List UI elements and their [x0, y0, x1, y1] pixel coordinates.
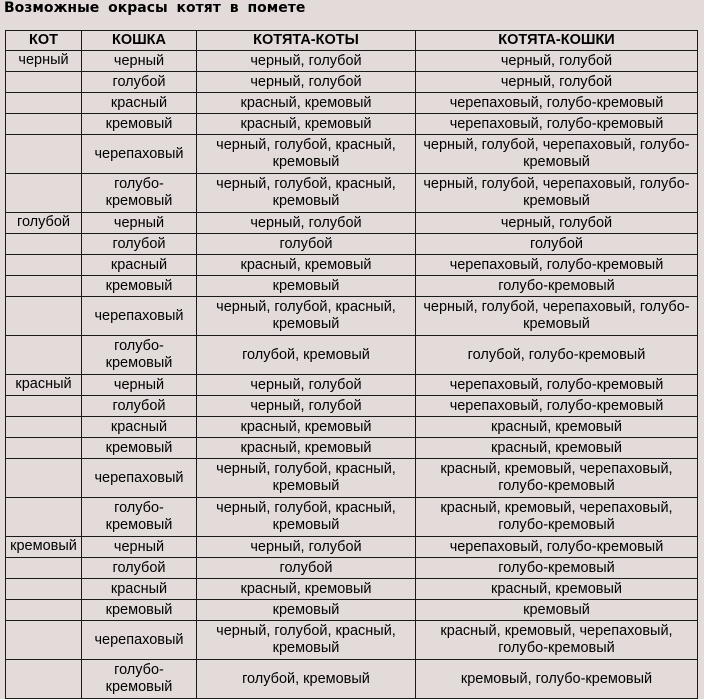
- cell-male-kittens: красный, кремовый: [197, 579, 416, 600]
- cell-male-kittens: черный, голубой: [197, 396, 416, 417]
- cell-queen: кремовый: [82, 276, 197, 297]
- cell-queen: кремовый: [82, 600, 197, 621]
- cell-tom: [6, 579, 82, 600]
- cell-tom: черный: [6, 51, 82, 72]
- cell-tom: [6, 93, 82, 114]
- cell-male-kittens: красный, кремовый: [197, 417, 416, 438]
- cell-queen: голубо-кремовый: [82, 660, 197, 699]
- cell-male-kittens: черный, голубой: [197, 375, 416, 396]
- cell-male-kittens: черный, голубой: [197, 537, 416, 558]
- cell-tom: [6, 459, 82, 498]
- cell-male-kittens: кремовый: [197, 276, 416, 297]
- cell-female-kittens: черный, голубой: [416, 51, 698, 72]
- table-row: [6, 375, 698, 396]
- table-row: [6, 498, 698, 537]
- cell-queen: голубо-кремовый: [82, 498, 197, 537]
- table-row: [6, 72, 698, 93]
- table-row: [6, 297, 698, 336]
- cell-female-kittens: черепаховый, голубо-кремовый: [416, 114, 698, 135]
- cell-queen: красный: [82, 255, 197, 276]
- cell-male-kittens: черный, голубой: [197, 72, 416, 93]
- cell-female-kittens: черепаховый, голубо-кремовый: [416, 537, 698, 558]
- cell-queen: красный: [82, 417, 197, 438]
- cell-queen: голубой: [82, 234, 197, 255]
- cell-queen: кремовый: [82, 438, 197, 459]
- cell-female-kittens: черный, голубой, черепаховый, голубо-кремовый: [416, 174, 698, 213]
- cell-male-kittens: красный, кремовый: [197, 255, 416, 276]
- cell-tom: [6, 114, 82, 135]
- cell-tom: кремовый: [6, 537, 82, 558]
- page-title: Возможные окрасы котят в помете: [4, 0, 306, 16]
- cell-male-kittens: черный, голубой, красный, кремовый: [197, 174, 416, 213]
- cell-queen: кремовый: [82, 114, 197, 135]
- cell-female-kittens: красный, кремовый, черепаховый, голубо-кремовый: [416, 621, 698, 660]
- cell-male-kittens: черный, голубой: [197, 213, 416, 234]
- table-row: [6, 93, 698, 114]
- cell-female-kittens: черепаховый, голубо-кремовый: [416, 396, 698, 417]
- table-row: [6, 579, 698, 600]
- cell-male-kittens: черный, голубой: [197, 51, 416, 72]
- cell-female-kittens: красный, кремовый: [416, 438, 698, 459]
- cell-male-kittens: красный, кремовый: [197, 438, 416, 459]
- kitten-colors-table: [5, 30, 698, 699]
- cell-male-kittens: голубой: [197, 234, 416, 255]
- table-row: [6, 255, 698, 276]
- cell-male-kittens: красный, кремовый: [197, 114, 416, 135]
- table-row: [6, 417, 698, 438]
- header-tom: КОТ: [6, 31, 82, 51]
- table-row: [6, 276, 698, 297]
- cell-queen: голубо-кремовый: [82, 174, 197, 213]
- cell-female-kittens: черепаховый, голубо-кремовый: [416, 375, 698, 396]
- table-row: [6, 135, 698, 174]
- cell-male-kittens: красный, кремовый: [197, 93, 416, 114]
- cell-tom: [6, 558, 82, 579]
- cell-queen: черепаховый: [82, 135, 197, 174]
- cell-female-kittens: черный, голубой: [416, 72, 698, 93]
- cell-queen: черепаховый: [82, 621, 197, 660]
- cell-male-kittens: черный, голубой, красный, кремовый: [197, 297, 416, 336]
- table-row: [6, 537, 698, 558]
- cell-female-kittens: кремовый: [416, 600, 698, 621]
- cell-male-kittens: черный, голубой, красный, кремовый: [197, 498, 416, 537]
- cell-tom: [6, 417, 82, 438]
- cell-tom: [6, 660, 82, 699]
- table-row: [6, 558, 698, 579]
- cell-tom: [6, 396, 82, 417]
- table-row: [6, 213, 698, 234]
- cell-male-kittens: кремовый: [197, 600, 416, 621]
- cell-female-kittens: голубой: [416, 234, 698, 255]
- header-queen: КОШКА: [82, 31, 197, 51]
- table-row: [6, 660, 698, 699]
- cell-queen: черный: [82, 537, 197, 558]
- table-row: [6, 336, 698, 375]
- cell-male-kittens: голубой, кремовый: [197, 336, 416, 375]
- cell-queen: черный: [82, 51, 197, 72]
- table-body: [6, 51, 698, 699]
- cell-female-kittens: красный, кремовый: [416, 579, 698, 600]
- cell-tom: [6, 297, 82, 336]
- cell-female-kittens: черепаховый, голубо-кремовый: [416, 93, 698, 114]
- cell-male-kittens: голубой: [197, 558, 416, 579]
- header-female-kittens: КОТЯТА-КОШКИ: [416, 31, 698, 51]
- header-row: [6, 31, 698, 51]
- cell-female-kittens: черный, голубой, черепаховый, голубо-кремовый: [416, 135, 698, 174]
- cell-male-kittens: черный, голубой, красный, кремовый: [197, 135, 416, 174]
- cell-tom: голубой: [6, 213, 82, 234]
- cell-tom: [6, 621, 82, 660]
- cell-queen: черепаховый: [82, 297, 197, 336]
- table-row: [6, 621, 698, 660]
- cell-tom: [6, 276, 82, 297]
- cell-tom: [6, 255, 82, 276]
- cell-female-kittens: голубо-кремовый: [416, 558, 698, 579]
- cell-tom: [6, 600, 82, 621]
- cell-queen: голубо-кремовый: [82, 336, 197, 375]
- cell-female-kittens: кремовый, голубо-кремовый: [416, 660, 698, 699]
- cell-queen: черепаховый: [82, 459, 197, 498]
- table-row: [6, 600, 698, 621]
- cell-female-kittens: голубо-кремовый: [416, 276, 698, 297]
- table-row: [6, 438, 698, 459]
- cell-queen: черный: [82, 213, 197, 234]
- cell-female-kittens: черепаховый, голубо-кремовый: [416, 255, 698, 276]
- cell-queen: черный: [82, 375, 197, 396]
- cell-tom: [6, 72, 82, 93]
- cell-queen: голубой: [82, 558, 197, 579]
- cell-tom: красный: [6, 375, 82, 396]
- cell-queen: голубой: [82, 396, 197, 417]
- header-male-kittens: КОТЯТА-КОТЫ: [197, 31, 416, 51]
- table-row: [6, 114, 698, 135]
- cell-tom: [6, 174, 82, 213]
- cell-queen: красный: [82, 93, 197, 114]
- cell-female-kittens: голубой, голубо-кремовый: [416, 336, 698, 375]
- cell-female-kittens: красный, кремовый: [416, 417, 698, 438]
- cell-tom: [6, 336, 82, 375]
- table-row: [6, 174, 698, 213]
- cell-tom: [6, 438, 82, 459]
- table-row: [6, 234, 698, 255]
- cell-female-kittens: черный, голубой, черепаховый, голубо-кремовый: [416, 297, 698, 336]
- cell-tom: [6, 498, 82, 537]
- cell-female-kittens: черный, голубой: [416, 213, 698, 234]
- cell-tom: [6, 234, 82, 255]
- cell-female-kittens: красный, кремовый, черепаховый, голубо-кремовый: [416, 498, 698, 537]
- table-row: [6, 51, 698, 72]
- table-row: [6, 396, 698, 417]
- cell-queen: голубой: [82, 72, 197, 93]
- cell-male-kittens: голубой, кремовый: [197, 660, 416, 699]
- cell-male-kittens: черный, голубой, красный, кремовый: [197, 459, 416, 498]
- table-header: [6, 31, 698, 51]
- cell-queen: красный: [82, 579, 197, 600]
- cell-female-kittens: красный, кремовый, черепаховый, голубо-кремовый: [416, 459, 698, 498]
- cell-tom: [6, 135, 82, 174]
- table-row: [6, 459, 698, 498]
- cell-male-kittens: черный, голубой, красный, кремовый: [197, 621, 416, 660]
